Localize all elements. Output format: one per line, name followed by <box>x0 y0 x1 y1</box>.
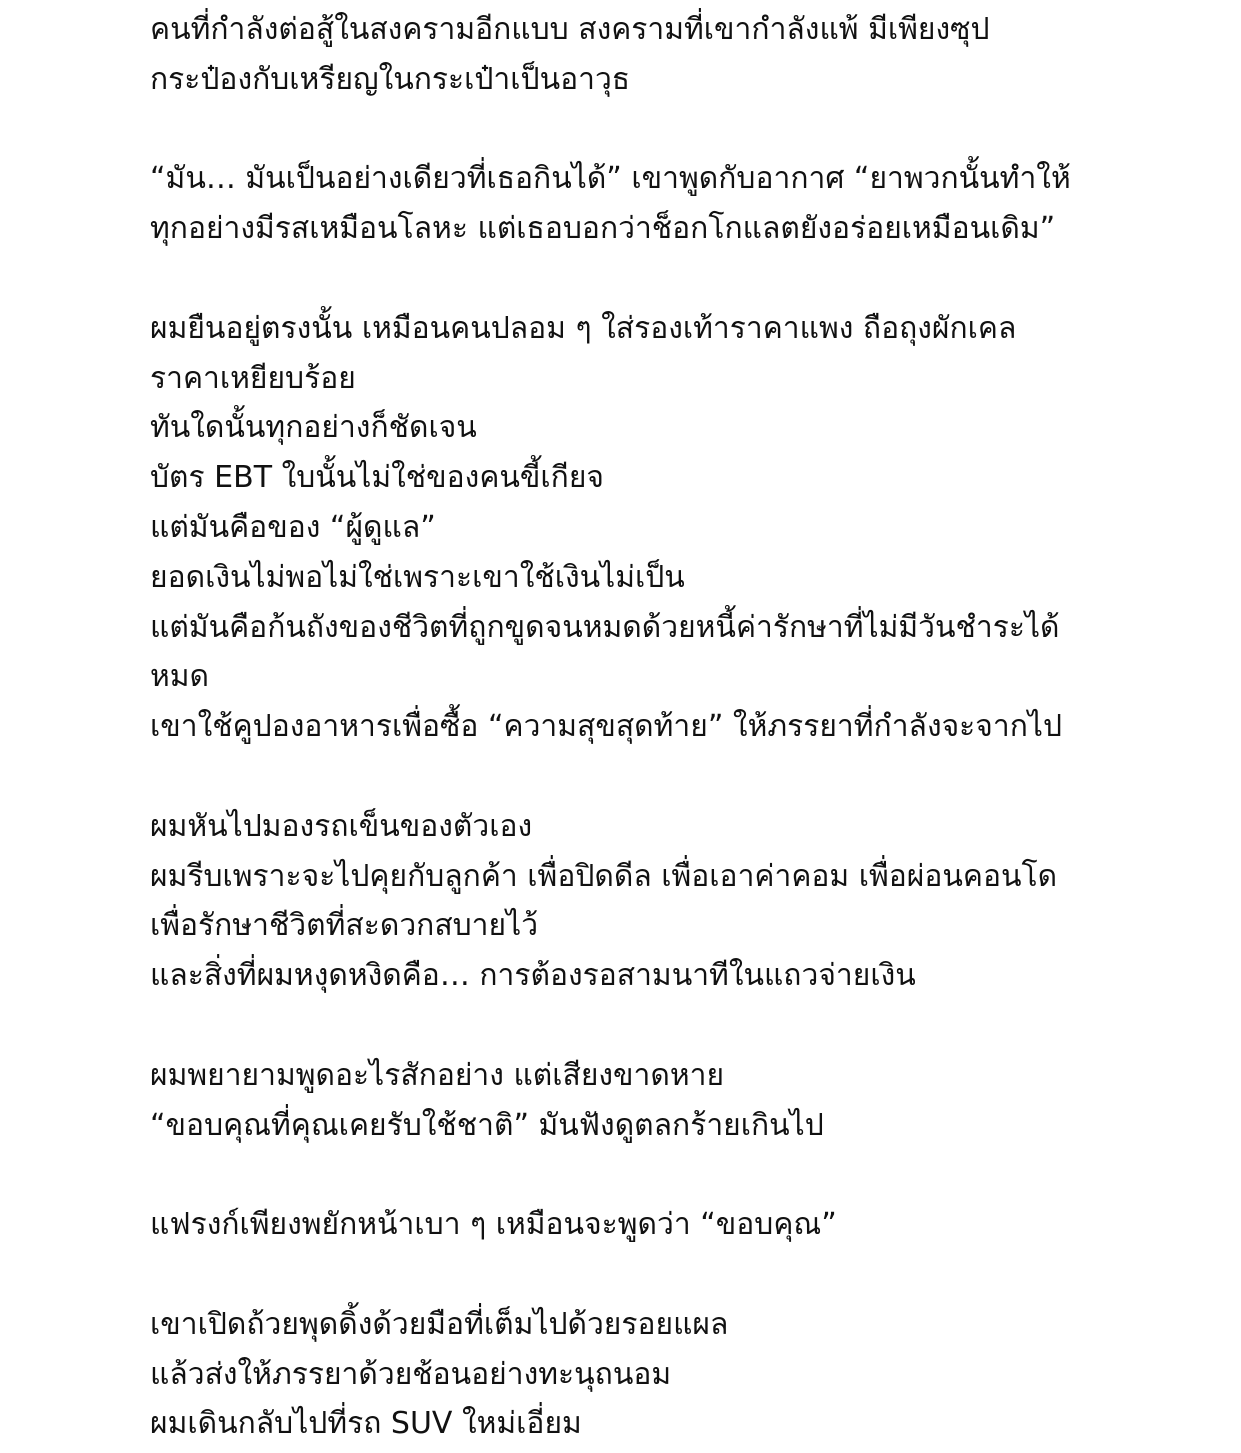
text-line: ผมหันไปมองรถเข็นของตัวเอง <box>150 808 533 844</box>
paragraph-gap <box>150 1150 1150 1200</box>
article-body <box>150 5 1150 1449</box>
text-line: กระป๋องกับเหรียญในกระเป๋าเป็นอาวุธ <box>150 61 631 97</box>
text-line: และสิ่งที่ผมหงุดหงิดคือ… การต้องรอสามนาทีในแถวจ่ายเงิน <box>150 958 916 994</box>
text-line: ยอดเงินไม่พอไม่ใช่เพราะเขาใช้เงินไม่เป็น <box>150 559 685 595</box>
text-line: หมด <box>150 659 210 695</box>
paragraph-gap <box>150 752 1150 802</box>
text-line: คนที่กำลังต่อสู้ในสงครามอีกแบบ สงครามที่เขากำลังแพ้ มีเพียงซุป <box>150 12 990 47</box>
text-line: บัตร EBT ใบนั้นไม่ใช่ของคนขี้เกียจ <box>150 460 604 496</box>
text-line: แฟรงก์เพียงพยักหน้าเบา ๆ เหมือนจะพูดว่า “ขอบคุณ” <box>150 1207 837 1243</box>
text-line: เขาเปิดถ้วยพุดดิ้งด้วยมือที่เต็มไปด้วยรอยแผล <box>150 1306 729 1342</box>
text-line: ราคาเหยียบร้อย <box>150 360 356 396</box>
text-line: แต่มันคือก้นถังของชีวิตที่ถูกขูดจนหมดด้วยหนี้ค่ารักษาที่ไม่มีวันชำระได้ <box>150 609 1060 645</box>
text-line: ผมยืนอยู่ตรงนั้น เหมือนคนปลอม ๆ ใส่รองเท้าราคาแพง ถือถุงผักเคล <box>150 310 1017 346</box>
paragraph-gap <box>150 254 1150 304</box>
text-line: แต่มันคือของ “ผู้ดูแล” <box>150 509 436 545</box>
paragraph-gap <box>150 1250 1150 1300</box>
text-line: ทันใดนั้นทุกอย่างก็ชัดเจน <box>150 410 477 446</box>
text-line: แล้วส่งให้ภรรยาด้วยช้อนอย่างทะนุถนอม <box>150 1356 672 1392</box>
text-line: เขาใช้คูปองอาหารเพื่อซื้อ “ความสุขสุดท้าย” ให้ภรรยาที่กำลังจะจากไป <box>150 709 1062 745</box>
paragraph-gap <box>150 1001 1150 1051</box>
paragraph-gap <box>150 105 1150 155</box>
text-line: “มัน… มันเป็นอย่างเดียวที่เธอกินได้” เขาพูดกับอากาศ “ยาพวกนั้นทำให้ <box>150 161 1071 197</box>
text-line: เพื่อรักษาชีวิตที่สะดวกสบายไว้ <box>150 908 539 944</box>
text-line: “ขอบคุณที่คุณเคยรับใช้ชาติ” มันฟังดูตลกร้ายเกินไป <box>150 1107 824 1143</box>
text-line: ผมเดินกลับไปที่รถ SUV ใหม่เอี่ยม <box>150 1406 582 1442</box>
text-line: ทุกอย่างมีรสเหมือนโลหะ แต่เธอบอกว่าช็อกโกแลตยังอร่อยเหมือนเดิม” <box>150 211 1056 247</box>
text-line: ผมรีบเพราะจะไปคุยกับลูกค้า เพื่อปิดดีล เพื่อเอาค่าคอม เพื่อผ่อนคอนโด <box>150 858 1058 894</box>
text-line: ผมพยายามพูดอะไรสักอย่าง แต่เสียงขาดหาย <box>150 1057 725 1093</box>
